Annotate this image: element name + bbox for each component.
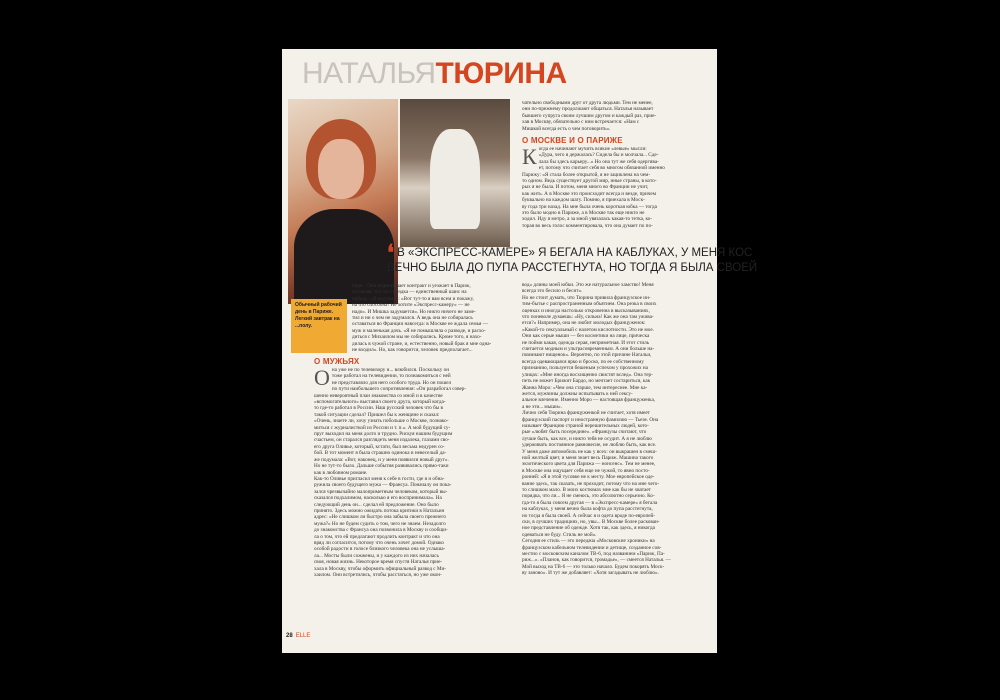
text-line: мужа?» Но не будем судить о том, чего не знаем. Незадолго	[314, 520, 446, 527]
text-line: огда ее начинают мучить всякие «левые» мысли:	[538, 146, 647, 152]
column-moscow	[522, 146, 712, 238]
quote-mark-icon: ❛	[387, 240, 395, 265]
text-line: но тогда я была своей. А сейчас я и одета вроде по-европей-	[522, 512, 656, 519]
text-line: ной желтый цвет, и меня знает весь Париж. Машина такого	[522, 454, 654, 461]
text-line: не представляло для него особого труда. Но он пошел	[331, 379, 452, 386]
text-line: счастьем, он старался разглядеть меня издалека, глазами сво-	[314, 437, 450, 444]
text-line: не входил». Но, как говорится, человек предполагает...	[352, 347, 473, 354]
pull-quote-line-2: ВЕЧНО БЫЛА ДО ПУПА РАССТЕГНУТА, НО ТОГДА Я БЫЛА СВОЕЙ	[387, 262, 758, 274]
paris-apartment-photo	[400, 99, 510, 247]
text-line: улицах: «Мне иногда восхищенно свистят вслед». Она тер-	[522, 371, 653, 378]
page-title	[302, 59, 567, 89]
text-line: по пути наибольшего сопротивления: «Он разработал совер-	[331, 386, 467, 393]
text-line: адрес: «Не слишком ли быстро она забыла своего прежнего	[314, 514, 446, 521]
text-line: Как-то Оливье пригласил меня к себе в гости, где я и обна-	[314, 475, 445, 482]
text-line: порядка, что ли... Я не смеюсь, это абсолютно серьезно. Ко-	[522, 493, 655, 500]
text-line: альное влечение. Именно Моро — настоящая француженка,	[522, 397, 656, 404]
text-line: рых я не была. И потом, меня много во Франции не учит,	[522, 184, 649, 191]
text-line: жется, мужчины должны испытывать к ней сексу-	[522, 390, 633, 397]
text-line: ронней: «Я в этой тусовке не к месту. Мое европейское оде-	[522, 474, 655, 481]
column-top-right	[522, 100, 712, 134]
photo-caption: Обычный рабочий день в Париже. Легкий завтрак на ...полу.	[291, 299, 347, 353]
text-line: Мой выход на ТВ-6 — это только начало. Будем покорять Моск-	[522, 563, 665, 570]
text-line: Парижу: «Я стала более открытой, я не зациклена на чем-	[522, 171, 651, 178]
text-line: петь не может Брижит Бардо, но мечтает состариться, как	[522, 378, 651, 385]
text-line: вряд ли согласится, потому что очень хочет домой. Однако	[314, 539, 445, 546]
text-line: ла о том, что ей предлагают продлить контракт и что она	[314, 533, 440, 540]
text-line: ла... Мосты были сожжены, и у каждого из них началась	[314, 552, 439, 559]
text-line: ходил. Иду я метро, а за мной увязалась какая-то тетка, ко-	[522, 216, 653, 223]
text-line: удерживать постоянное равновесие, не люблю быть, как все.	[522, 442, 657, 449]
text-line: буквально на каждом шагу. Помню, я приехала в Моск-	[522, 197, 645, 204]
text-line: оставаться во Франции навсегда: в Москве ее ждала семья —	[352, 321, 488, 328]
text-line: то одном. Ведь существует другой мир, иные страны, в кото-	[522, 178, 657, 185]
magazine-page	[282, 49, 758, 653]
text-line: Мишкой всегда есть о чем поговорить».	[522, 125, 611, 132]
text-line: как в любовном романе.	[314, 469, 368, 476]
text-line: поминают нищенок». Вероятно, по этой причине Натальи,	[522, 352, 652, 359]
text-line: его друга Оливье, который, кстати, был весьма недурен со-	[314, 443, 445, 450]
text-line: экзотического цвета для Парижа — нонсенс». Тем не менее,	[522, 461, 656, 468]
title-last-name: ТЮРИНА	[435, 57, 567, 90]
section-heading-moscow: О МОСКВЕ И О ПАРИЖЕ	[522, 136, 623, 145]
text-line: «Очень, знаете ли, хочу узнать побольше о Москве, познако-	[314, 418, 449, 425]
text-line: тоже работал на телевидении, то познакомиться с ней	[331, 373, 451, 380]
text-line: называет Францию страной нерешительных людей, кото-	[522, 422, 649, 429]
text-line: что поневоле думаешь: «Ну, сильна! Как же она там ужива-	[522, 314, 654, 321]
text-line: «вспомогательного» выставил своего друга, который когда-	[314, 399, 446, 406]
text-line: Сегодня ее стиль — это передача «Московские хроники» на	[522, 538, 655, 545]
text-line: оставляя, что это поездка — единственный шанс на	[352, 289, 467, 296]
text-line: особой радости в голосе близкого человека она не услыша-	[314, 546, 446, 553]
column-left-bottom	[314, 367, 514, 633]
text-line: лучше быть, как все, и никто тебя не осудит. А я не люблю	[522, 435, 652, 442]
text-line: то слишком мало. В моих костюмах мне как бы не хватает	[522, 487, 651, 493]
text-line: «Дура, чего я держалась? Сидела бы и молчала... Сде-	[538, 152, 659, 159]
text-line: риж...». «Планов, как говорится, громадье», — смеется Наталья. —	[522, 557, 671, 564]
text-line: ву заново». И тут же добавляет: «Хотя загадывать не люблю».	[522, 570, 659, 577]
text-line: в Москве она ощущает себя еще не чужой, то явно посто-	[522, 467, 650, 474]
text-line: рые «любят быть посередине». «Французы считают, что	[522, 429, 647, 436]
column-middle	[352, 283, 515, 355]
text-line: всегда одевающаяся ярко и броско, по ее собственному	[522, 358, 645, 365]
drop-cap: К	[522, 144, 537, 169]
text-line: на каблуках, у меня вечно была кофта до пупа расстегнута,	[522, 506, 653, 513]
text-line: дилась в чужой стране, и, естественно, новый брак я мне одна-	[352, 340, 492, 347]
text-line: ется?» Например, она не любит молодых француженок:	[522, 320, 646, 327]
text-line: гда-то я была совсем другая — в «Экспресс-камере» я бегала	[522, 499, 658, 506]
portrait-photo	[288, 99, 398, 304]
text-line: диться с Михаилом мы не собирались. Кроме того, я нахо-	[352, 334, 482, 341]
text-line: муж и маленькая дочь. «Я не помышляла о разводе, и расхо-	[352, 327, 486, 334]
text-line: всегда это бесило и бесит».	[522, 288, 583, 295]
text-line: ет, потому что считает себя во многом обязанной именно	[538, 165, 665, 172]
text-line: сказался подхалимом, насколько я его воспринимала». На	[314, 495, 442, 502]
column-right-bottom	[522, 282, 712, 634]
text-line: своя, новая жизнь. Некоторое время спустя Наталья прие-	[314, 559, 443, 566]
page-number: 28	[286, 633, 293, 639]
text-line: «Какой-то сексуальный с налетом кислотности. Это не мое.	[522, 326, 654, 333]
text-line: французский паспорт и иностранную фамилию — Тьезе. Она	[522, 416, 659, 423]
section-heading-husbands: О МУЖЬЯХ	[314, 357, 360, 366]
text-line: Жанна Моро: «Чем она старше, тем интереснее. Мне ка-	[522, 384, 648, 391]
text-line: вание здесь, так сказать, не проходит, потому что на мне чего-	[522, 480, 660, 487]
text-line: миться с журналисткой из России и т. п.». А мой будущий су-	[314, 424, 451, 431]
text-line: же подумала: «Вот, наконец, и у меня появился новый друг».	[314, 456, 449, 463]
drop-cap: О	[314, 365, 330, 390]
text-line: торая во весь голос комментировала, что она думает по по-	[522, 222, 653, 229]
text-line: тил и ни о чем не задумался. А ведь она не собиралась	[352, 315, 473, 322]
text-line: французском кабельном телевидении и детище, созданное сов-	[522, 544, 662, 551]
text-line: ски, в лучших традициях, но, увы... В Москве более раскован-	[522, 519, 660, 526]
title-first-name: НАТАЛЬЯ	[302, 57, 436, 90]
text-line: ву года три назад. На мне была очень короткая юбка — тогда	[522, 203, 657, 210]
pull-quote-line-1: В «ЭКСПРЕСС-КАМЕРЕ» Я БЕГАЛА НА КАБЛУКАХ, У МЕНЯ КОС	[397, 247, 753, 259]
text-line: Лично себя Тюрина француженкой не считает, хотя имеет	[522, 410, 650, 417]
text-line: следующий день он... сделал ей предложение. Оно было	[314, 501, 439, 508]
text-line: ружила своего будущего мужа — Франсуа. Поначалу он пока-	[314, 482, 452, 489]
text-line: оценках и иногда настолько откровенна в высказываниях,	[522, 307, 650, 314]
text-line: ное представление об одежде. Хотя так, как здесь, я никогда	[522, 525, 655, 532]
text-line: лала бы здесь карьеру...» Но она тут же себя одергива-	[538, 158, 659, 165]
text-line: не пойми какая, одежда серая, неприметная. И этот стиль	[522, 339, 650, 346]
text-line: одеваться не буду. Стиль не мой».	[522, 531, 597, 538]
text-line: местно с московским каналом ТВ-6, под названием «Париж, Па-	[522, 551, 665, 558]
pull-quote	[387, 240, 758, 276]
text-line: вод» длины моей юбки. Это же натуральное хамство! Меня	[522, 282, 654, 288]
text-line: У меня даже автомобиль не как у всех: он выкрашен в смеш-	[522, 448, 657, 455]
text-line: как жить. А в Москве это происходит всегда и везде, причем	[522, 190, 656, 197]
text-line: то где-то работал в России. Наш русский человек что бы в	[314, 405, 443, 412]
text-line: хав в Москву, обязательно с ним встречается: «Нам с	[522, 119, 640, 126]
text-line: бывшего супруга своим лучшим другом и каждый раз, прие-	[522, 112, 657, 119]
magazine-name: ELLE	[295, 633, 311, 639]
text-line: на что способна! Не хотите «Экспресс-камеру» — не	[352, 302, 470, 309]
text-line: победу: «Я подумала: «Вот тут-то я вам всем и покажу,	[352, 295, 474, 302]
text-line: хала в Москву, чтобы оформить официальный развод с Ми-	[314, 565, 447, 572]
text-line: паде... Она подписывает контракт и уезжает в Париж,	[352, 283, 471, 289]
text-line: на уже не по телевизору и... влюбился. Поскольку он	[331, 367, 449, 373]
text-line: Они как серые мыши — без косметики на лице, прическа	[522, 333, 650, 340]
text-line: до знакомства с Франсуа она позвонила в Москву и сообщи-	[314, 527, 448, 534]
text-line: это было модно в Париже, а в Москве так еще никто не	[522, 210, 645, 217]
text-line: признанию, пользуется бешеным успехом у прохожих на	[522, 365, 648, 372]
text-line: такой ситуации сделал? Пришел бы к женщине и сказал:	[314, 411, 440, 418]
page-folio	[286, 633, 310, 639]
text-line: а не эти... мыши».	[522, 403, 562, 410]
text-line: принято. Здесь можно ожидать потока критики в Натальин	[314, 507, 445, 514]
text-line: они по-прежнему продолжают общаться. Наталья называет	[522, 106, 654, 113]
text-line: шенно невероятный план знакомства со мной и в качестве	[314, 392, 443, 399]
text-line: чательно свободными друг от друга людьми. Тем не менее,	[522, 100, 653, 106]
text-line: Но не тут-то было. Дальше события развивались прямо-таки	[314, 463, 449, 470]
text-line: надо». И Мишка задумается». Но никто ничего не заме-	[352, 308, 476, 315]
text-line: зался чрезвычайно малоприметным человеком, который вы-	[314, 488, 448, 495]
text-line: пруг выходил на меня долго и трудно. Рискуя нашим будущим	[314, 431, 453, 438]
text-line: тим-бытье с распространенным объятием. Она резка в своих	[522, 301, 657, 308]
text-line: Но не стоит думать, что Тюрина привила французское ин-	[522, 294, 651, 301]
text-line: бой. В тот момент я была страшно одинока и невеселый да-	[314, 450, 447, 457]
text-line: считается модным и ультрасовременным. А они больше на-	[522, 346, 655, 353]
text-line: хаилом. Они встретились, чтобы расстаться, но уже окон-	[314, 572, 442, 578]
